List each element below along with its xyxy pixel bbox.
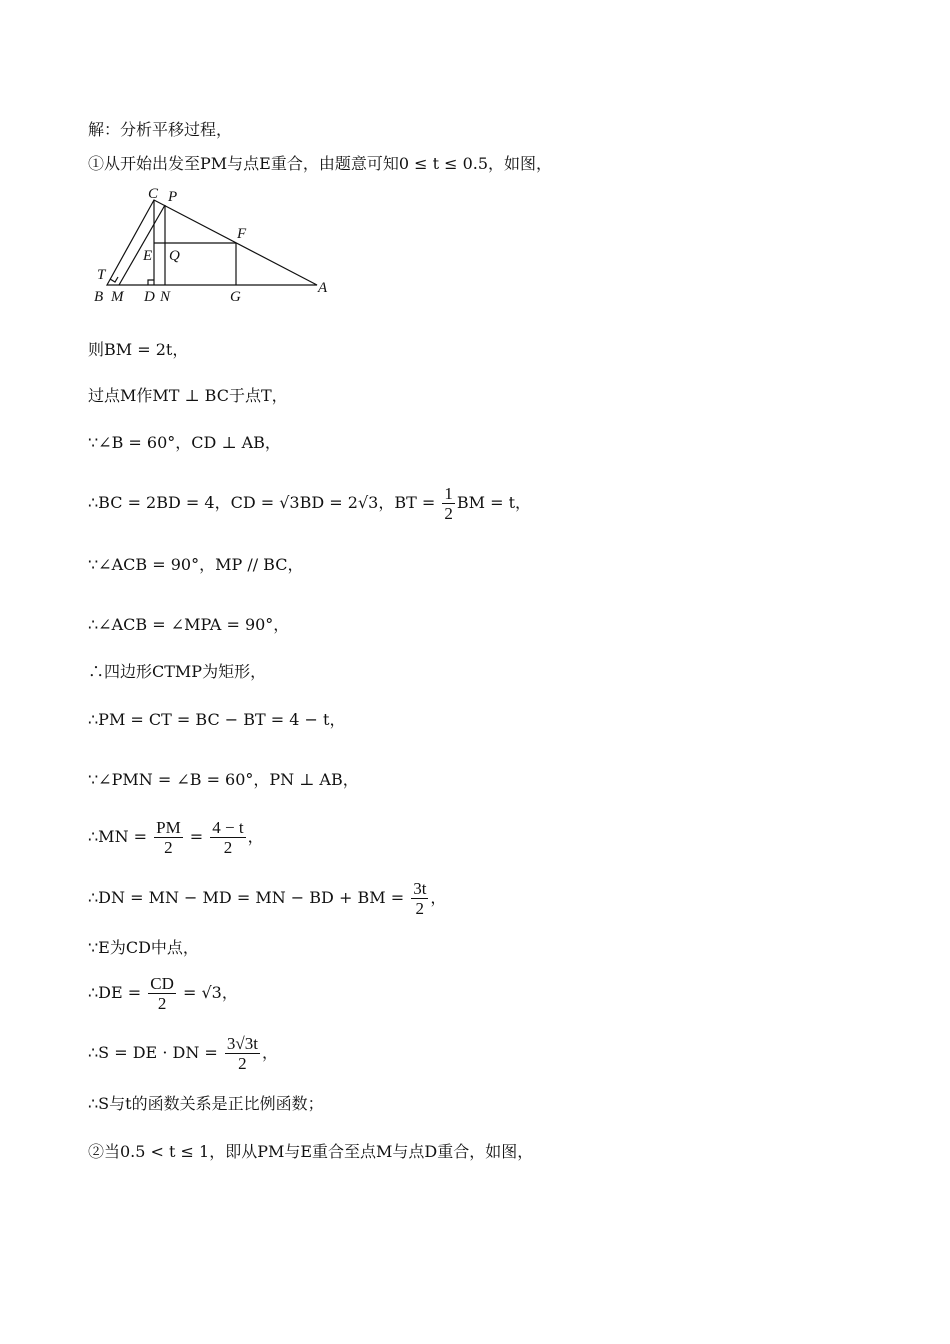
numerator: 4 − t [212,818,244,837]
trailing-comma: ， [247,827,264,846]
given-angle-acb: ∵∠ACB = 90°，MP // BC， [88,555,304,574]
construct-mt: 过点M作MT ⊥ BC于点T， [88,386,288,405]
bc-cd-text: ∴BC = 2BD = 4，CD = √3BD = 2√3，BT = [88,493,441,512]
label-f: F [237,226,247,242]
fraction-cd-over-2 [148,974,176,1013]
numerator: PM [156,818,181,837]
case-one-statement: ①从开始出发至PM与点E重合，由题意可知0 ≤ t ≤ 0.5，如图， [88,154,553,173]
right-angle-mark-d [148,280,154,285]
s-text: ∴S = DE · DN = [88,1043,223,1062]
denominator: 2 [415,899,425,918]
numerator: 1 [444,484,453,503]
angle-pmn: ∵∠PMN = ∠B = 60°，PN ⊥ AB， [88,770,359,789]
bc-cd-bt-line [88,484,531,523]
label-t: T [97,267,106,283]
pm-equals: ∴PM = CT = BC − BT = 4 − t， [88,710,346,729]
label-d: D [144,289,155,305]
label-p: P [168,189,178,205]
numerator: CD [150,974,174,993]
label-q: Q [169,248,180,264]
label-c: C [148,186,159,202]
label-m: M [111,289,124,305]
label-g: G [230,289,241,305]
proportional-conclusion: ∴S与t的函数关系是正比例函数； [88,1094,324,1113]
segment-mp [119,205,165,285]
fraction-pm-over-2 [154,818,183,857]
de-equals-line [88,974,238,1013]
denominator: 2 [223,838,233,857]
label-e: E [143,248,153,264]
fraction-4-minus-t-over-2 [210,818,245,857]
area-s-line [88,1034,278,1073]
bt-text: BM = t， [456,493,531,512]
fraction-3t-over-2 [411,879,428,918]
geometry-figure [88,184,338,308]
numerator: 3√3t [226,1034,258,1053]
trailing-comma: ， [261,1043,278,1062]
fraction-one-half [442,484,455,523]
solution-intro: 解：分析平移过程， [88,120,233,139]
rectangle-ctmp: ∴四边形CTMP为矩形， [88,662,267,681]
fraction-3root3t-over-2 [225,1034,260,1073]
de-text: ∴DE = [88,983,147,1002]
bm-equals: 则BM = 2t， [88,340,189,359]
de-result: = √3， [177,983,238,1002]
label-n: N [160,289,171,305]
equals-sign: = [184,827,209,846]
dn-text: ∴DN = MN − MD = MN − BD + BM = [88,888,410,907]
mn-equals-line [88,818,264,857]
mn-text: ∴MN = [88,827,153,846]
e-midpoint: ∵E为CD中点， [88,938,199,957]
trailing-comma: ， [430,888,447,907]
numerator: 3t [413,879,427,898]
denominator: 2 [164,838,173,857]
case-two-statement: ②当0.5 < t ≤ 1，即从PM与E重合至点M与点D重合，如图， [88,1142,534,1161]
label-a: A [318,280,328,296]
label-b: B [94,289,104,305]
given-angle-b: ∵∠B = 60°，CD ⊥ AB， [88,433,281,452]
angle-mpa: ∴∠ACB = ∠MPA = 90°， [88,615,290,634]
denominator: 2 [157,994,167,1013]
denominator: 2 [238,1054,247,1073]
denominator: 2 [444,504,453,523]
dn-equals-line [88,879,446,918]
